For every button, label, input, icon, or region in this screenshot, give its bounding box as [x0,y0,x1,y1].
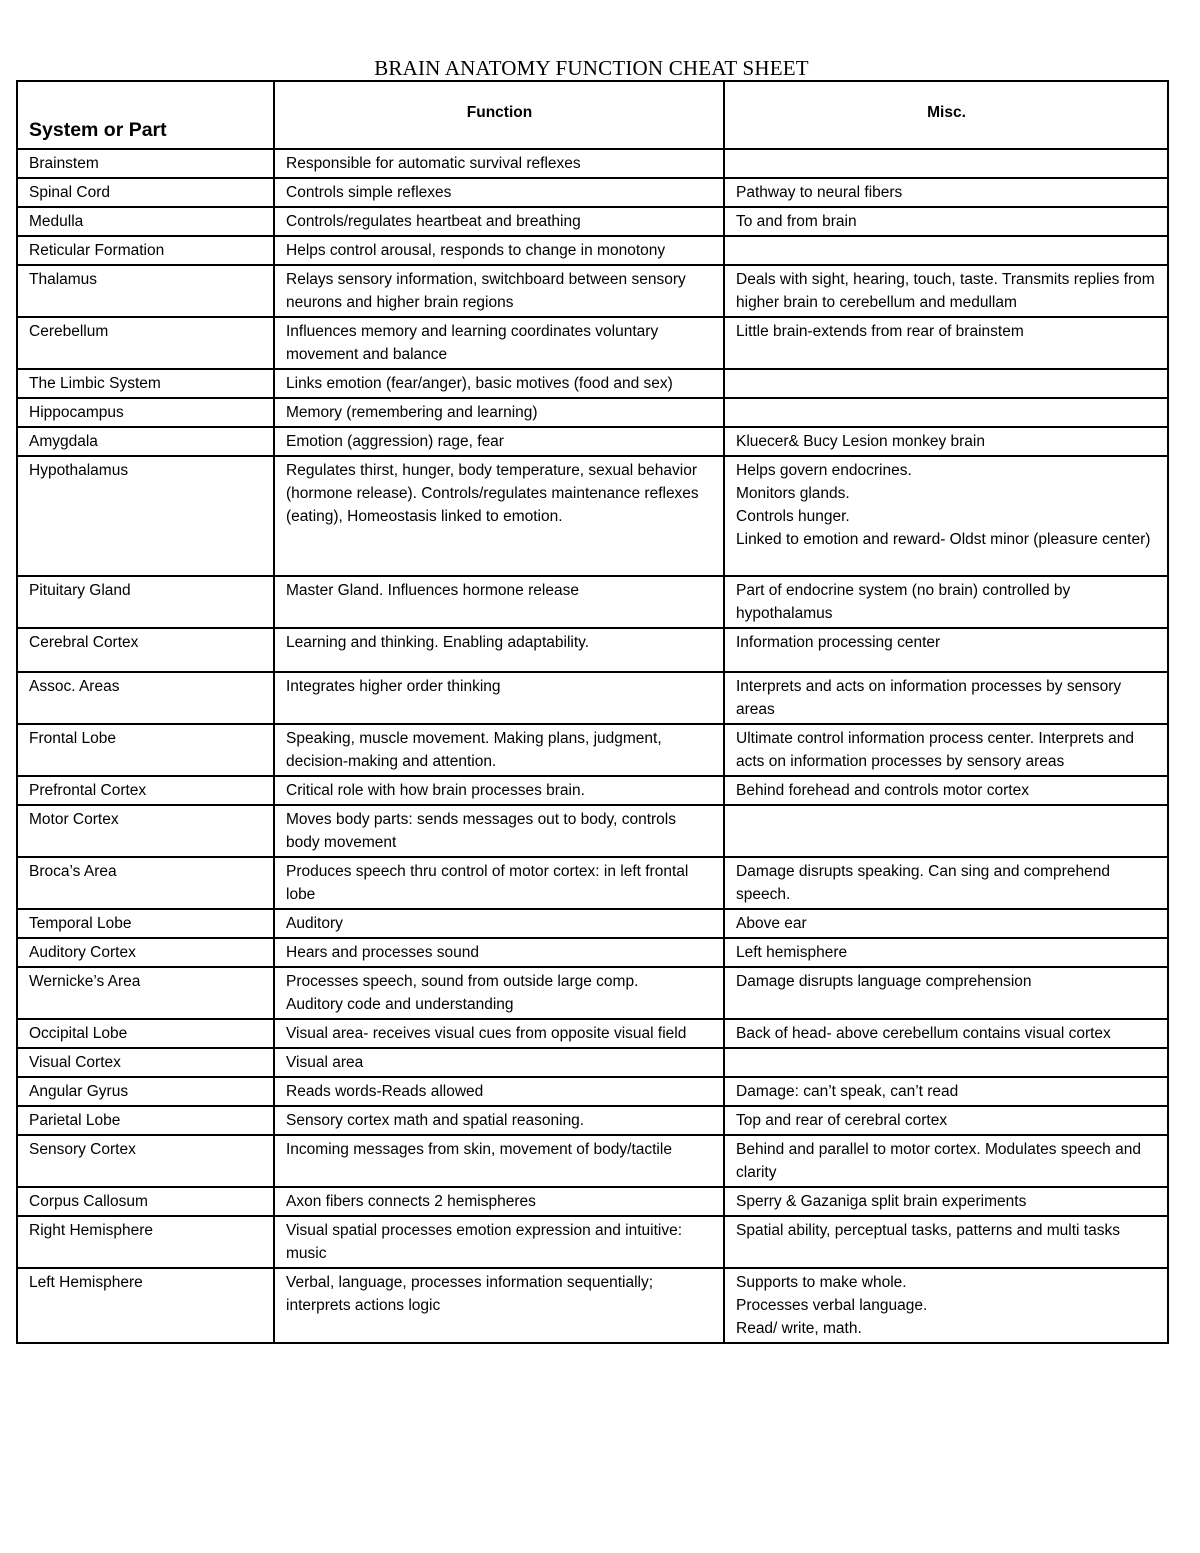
header-system-or-part: System or Part [17,81,274,149]
row-misc: Damage disrupts speaking. Can sing and comprehend speech. [724,857,1168,909]
row-function: Regulates thirst, hunger, body temperature, sexual behavior (hormone release). Controls/regulates maintenance reflexes (eating), Homeostasis linked to emotion. [274,456,724,576]
table-row [17,805,1168,857]
row-part-name: The Limbic System [17,369,274,398]
row-misc: Back of head- above cerebellum contains visual cortex [724,1019,1168,1048]
table-row [17,1268,1168,1343]
row-misc: Behind and parallel to motor cortex. Modulates speech and clarity [724,1135,1168,1187]
row-part-name: Sensory Cortex [17,1135,274,1187]
row-part-name: Angular Gyrus [17,1077,274,1106]
row-part-name: Spinal Cord [17,178,274,207]
row-function: Critical role with how brain processes brain. [274,776,724,805]
row-part-name: Assoc. Areas [17,672,274,724]
row-misc: Above ear [724,909,1168,938]
row-misc: Top and rear of cerebral cortex [724,1106,1168,1135]
row-function: Verbal, language, processes information sequentially; interprets actions logic [274,1268,724,1343]
row-misc [724,398,1168,427]
table-row [17,776,1168,805]
table-row [17,398,1168,427]
row-misc [724,1048,1168,1077]
row-function: Integrates higher order thinking [274,672,724,724]
row-function: Relays sensory information, switchboard between sensory neurons and higher brain regions [274,265,724,317]
table-row [17,427,1168,456]
row-part-name: Amygdala [17,427,274,456]
table-row [17,1135,1168,1187]
table-row [17,628,1168,672]
row-function: Produces speech thru control of motor cortex: in left frontal lobe [274,857,724,909]
row-function: Axon fibers connects 2 hemispheres [274,1187,724,1216]
row-misc: Information processing center [724,628,1168,672]
row-part-name: Temporal Lobe [17,909,274,938]
table-row [17,236,1168,265]
table-row [17,909,1168,938]
table-header [17,81,1168,149]
table-row [17,576,1168,628]
row-misc: Left hemisphere [724,938,1168,967]
row-part-name: Motor Cortex [17,805,274,857]
row-function: Visual area [274,1048,724,1077]
row-function: Learning and thinking. Enabling adaptability. [274,628,724,672]
row-function: Moves body parts: sends messages out to body, controls body movement [274,805,724,857]
row-misc: Little brain-extends from rear of brainstem [724,317,1168,369]
row-function: Reads words-Reads allowed [274,1077,724,1106]
row-function: Links emotion (fear/anger), basic motives (food and sex) [274,369,724,398]
table-row [17,938,1168,967]
row-part-name: Hypothalamus [17,456,274,576]
table-row [17,724,1168,776]
row-part-name: Cerebral Cortex [17,628,274,672]
row-part-name: Right Hemisphere [17,1216,274,1268]
row-function: Speaking, muscle movement. Making plans, judgment, decision-making and attention. [274,724,724,776]
row-misc: Sperry & Gazaniga split brain experiments [724,1187,1168,1216]
table-row [17,1106,1168,1135]
row-function: Auditory [274,909,724,938]
table-row [17,1048,1168,1077]
cheat-sheet-table [16,80,1169,1344]
row-part-name: Cerebellum [17,317,274,369]
row-function: Master Gland. Influences hormone release [274,576,724,628]
row-function: Hears and processes sound [274,938,724,967]
row-function: Sensory cortex math and spatial reasoning. [274,1106,724,1135]
row-part-name: Broca’s Area [17,857,274,909]
row-part-name: Left Hemisphere [17,1268,274,1343]
row-misc [724,805,1168,857]
row-part-name: Frontal Lobe [17,724,274,776]
table-row [17,1019,1168,1048]
table-row [17,456,1168,576]
table-row [17,1077,1168,1106]
row-misc: Damage disrupts language comprehension [724,967,1168,1019]
row-function: Visual spatial processes emotion expression and intuitive: music [274,1216,724,1268]
row-function: Influences memory and learning coordinates voluntary movement and balance [274,317,724,369]
row-part-name: Auditory Cortex [17,938,274,967]
row-misc [724,149,1168,178]
row-part-name: Reticular Formation [17,236,274,265]
table-row [17,178,1168,207]
row-misc [724,236,1168,265]
row-function: Helps control arousal, responds to change in monotony [274,236,724,265]
row-function: Visual area- receives visual cues from opposite visual field [274,1019,724,1048]
table-row [17,265,1168,317]
row-part-name: Thalamus [17,265,274,317]
row-misc [724,369,1168,398]
table-row [17,1187,1168,1216]
row-misc: Deals with sight, hearing, touch, taste. Transmits replies from higher brain to cerebellum and medullam [724,265,1168,317]
table-row [17,672,1168,724]
table-row [17,967,1168,1019]
table-row [17,317,1168,369]
page-title: BRAIN ANATOMY FUNCTION CHEAT SHEET [374,56,809,80]
row-function: Emotion (aggression) rage, fear [274,427,724,456]
table-row [17,857,1168,909]
row-part-name: Brainstem [17,149,274,178]
row-function: Incoming messages from skin, movement of body/tactile [274,1135,724,1187]
table-body [17,149,1168,1343]
row-misc: Helps govern endocrines. Monitors glands. Controls hunger. Linked to emotion and reward- Oldst minor (pleasure center) [724,456,1168,576]
header-row [17,81,1168,149]
header-misc: Misc. [724,81,1168,149]
row-misc: Spatial ability, perceptual tasks, patterns and multi tasks [724,1216,1168,1268]
row-misc: Behind forehead and controls motor cortex [724,776,1168,805]
row-part-name: Wernicke’s Area [17,967,274,1019]
row-function: Controls/regulates heartbeat and breathing [274,207,724,236]
row-misc: Kluecer& Bucy Lesion monkey brain [724,427,1168,456]
row-misc: Damage: can’t speak, can’t read [724,1077,1168,1106]
row-function: Responsible for automatic survival reflexes [274,149,724,178]
row-misc: To and from brain [724,207,1168,236]
row-part-name: Visual Cortex [17,1048,274,1077]
row-function: Processes speech, sound from outside large comp. Auditory code and understanding [274,967,724,1019]
table-row [17,149,1168,178]
header-function: Function [274,81,724,149]
row-function: Controls simple reflexes [274,178,724,207]
row-part-name: Occipital Lobe [17,1019,274,1048]
table-row [17,369,1168,398]
row-part-name: Parietal Lobe [17,1106,274,1135]
row-misc: Supports to make whole. Processes verbal language. Read/ write, math. [724,1268,1168,1343]
row-part-name: Pituitary Gland [17,576,274,628]
table-row [17,207,1168,236]
row-misc: Ultimate control information process center. Interprets and acts on information processes by sensory areas [724,724,1168,776]
table-row [17,1216,1168,1268]
row-part-name: Prefrontal Cortex [17,776,274,805]
row-part-name: Medulla [17,207,274,236]
row-misc: Interprets and acts on information processes by sensory areas [724,672,1168,724]
row-misc: Part of endocrine system (no brain) controlled by hypothalamus [724,576,1168,628]
row-misc: Pathway to neural fibers [724,178,1168,207]
row-function: Memory (remembering and learning) [274,398,724,427]
row-part-name: Corpus Callosum [17,1187,274,1216]
row-part-name: Hippocampus [17,398,274,427]
